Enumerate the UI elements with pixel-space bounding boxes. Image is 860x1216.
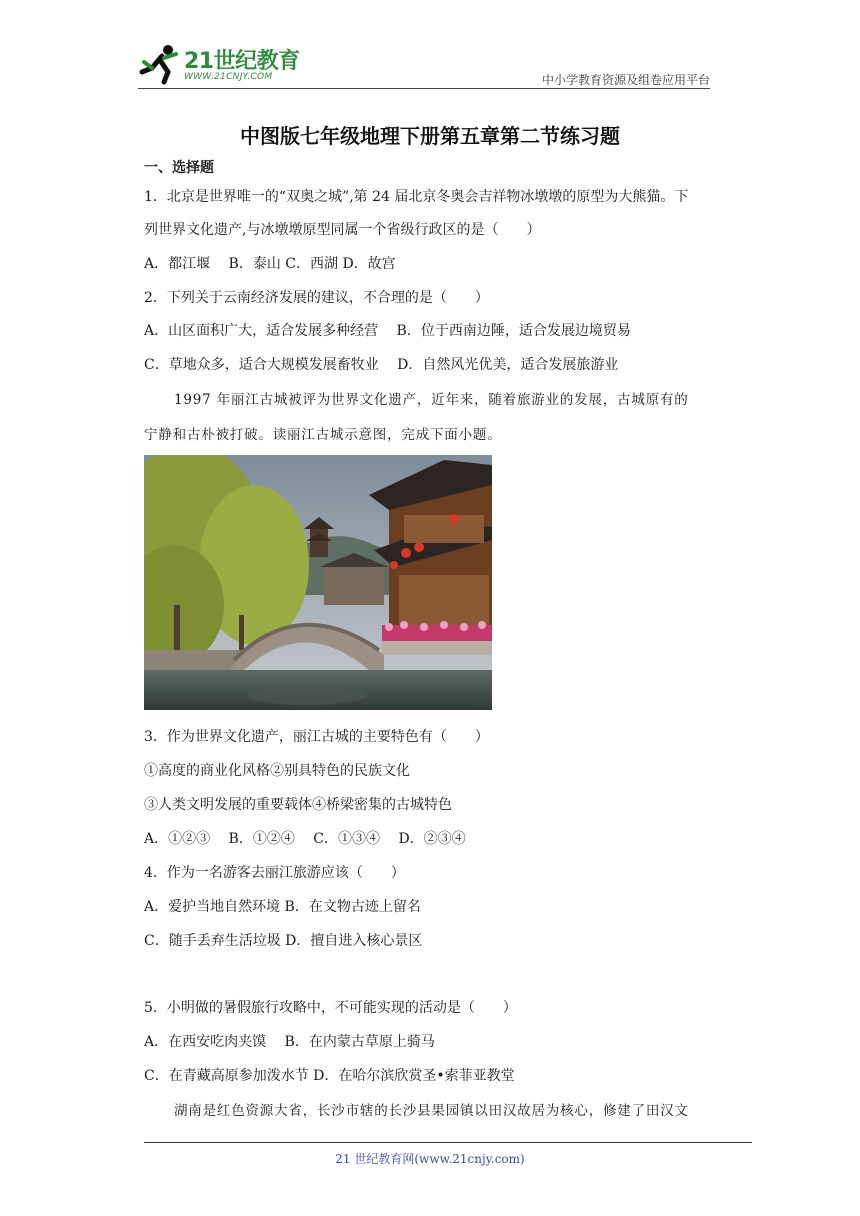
q3-statement-12: ①高度的商业化风格②别具特色的民族文化 <box>144 763 410 779</box>
q2-stem: 2．下列关于云南经济发展的建议，不合理的是（ ） <box>144 290 489 306</box>
logo-url: WWW.21CNJY.COM <box>184 72 273 82</box>
page-header <box>138 38 710 90</box>
q2-options-cd: C．草地众多，适合大规模发展畜牧业 D．自然风光优美，适合发展旅游业 <box>144 357 619 373</box>
q4-stem: 4．作为一名游客去丽江旅游应该（ ） <box>144 865 405 881</box>
q5-options-cd: C．在青藏高原参加泼水节 D．在哈尔滨欣赏圣•索菲亚教堂 <box>144 1068 515 1084</box>
q1-options: A．都江堰 B．泰山 C．西湖 D．故宫 <box>144 256 396 272</box>
material-paragraph-line2: 宁静和古朴被打破。读丽江古城示意图，完成下面小题。 <box>144 427 502 443</box>
q2-options-ab: A．山区面积广大，适合发展多种经营 B．位于西南边陲，适合发展边境贸易 <box>144 323 631 339</box>
material-paragraph-2: 湖南是红色资源大省，长沙市辖的长沙县果园镇以田汉故居为核心，修建了田汉文 <box>174 1103 689 1119</box>
lijiang-old-town-photo <box>144 455 492 710</box>
q4-options-ab: A．爱护当地自然环境 B．在文物古迹上留名 <box>144 899 421 915</box>
q4-options-cd: C．随手丢弃生活垃圾 D．擅自进入核心景区 <box>144 933 423 949</box>
document-title: 中图版七年级地理下册第五章第二节练习题 <box>240 124 620 148</box>
q3-statement-34: ③人类文明发展的重要载体④桥梁密集的古城特色 <box>144 797 452 813</box>
q3-options: A．①②③ B．①②④ C．①③④ D．②③④ <box>144 831 466 847</box>
q3-stem: 3．作为世界文化遗产，丽江古城的主要特色有（ ） <box>144 729 489 745</box>
q5-stem: 5．小明做的暑假旅行攻略中，不可能实现的活动是（ ） <box>144 1000 517 1016</box>
runner-logo-icon <box>138 42 182 86</box>
site-logo[interactable] <box>138 42 308 86</box>
logo-text: 21世纪教育 <box>184 49 300 74</box>
q1-stem-line1: 1．北京是世界唯一的“双奥之城”,第 24 届北京冬奥会吉祥物冰墩墩的原型为大熊猫。下 <box>144 189 689 205</box>
header-divider <box>138 88 710 89</box>
footer-divider <box>144 1142 752 1143</box>
section-heading: 一、选择题 <box>144 160 214 176</box>
q5-options-ab: A．在西安吃肉夹馍 B．在内蒙古草原上骑马 <box>144 1034 435 1050</box>
q1-stem-line2: 列世界文化遗产,与冰墩墩原型同属一个省级行政区的是（ ） <box>144 222 541 238</box>
footer-link[interactable]: 21 世纪教育网(www.21cnjy.com) <box>335 1152 525 1166</box>
material-paragraph-line1: 1997 年丽江古城被评为世界文化遗产，近年来，随着旅游业的发展，古城原有的 <box>174 392 689 408</box>
platform-name: 中小学教育资源及组卷应用平台 <box>541 73 710 87</box>
